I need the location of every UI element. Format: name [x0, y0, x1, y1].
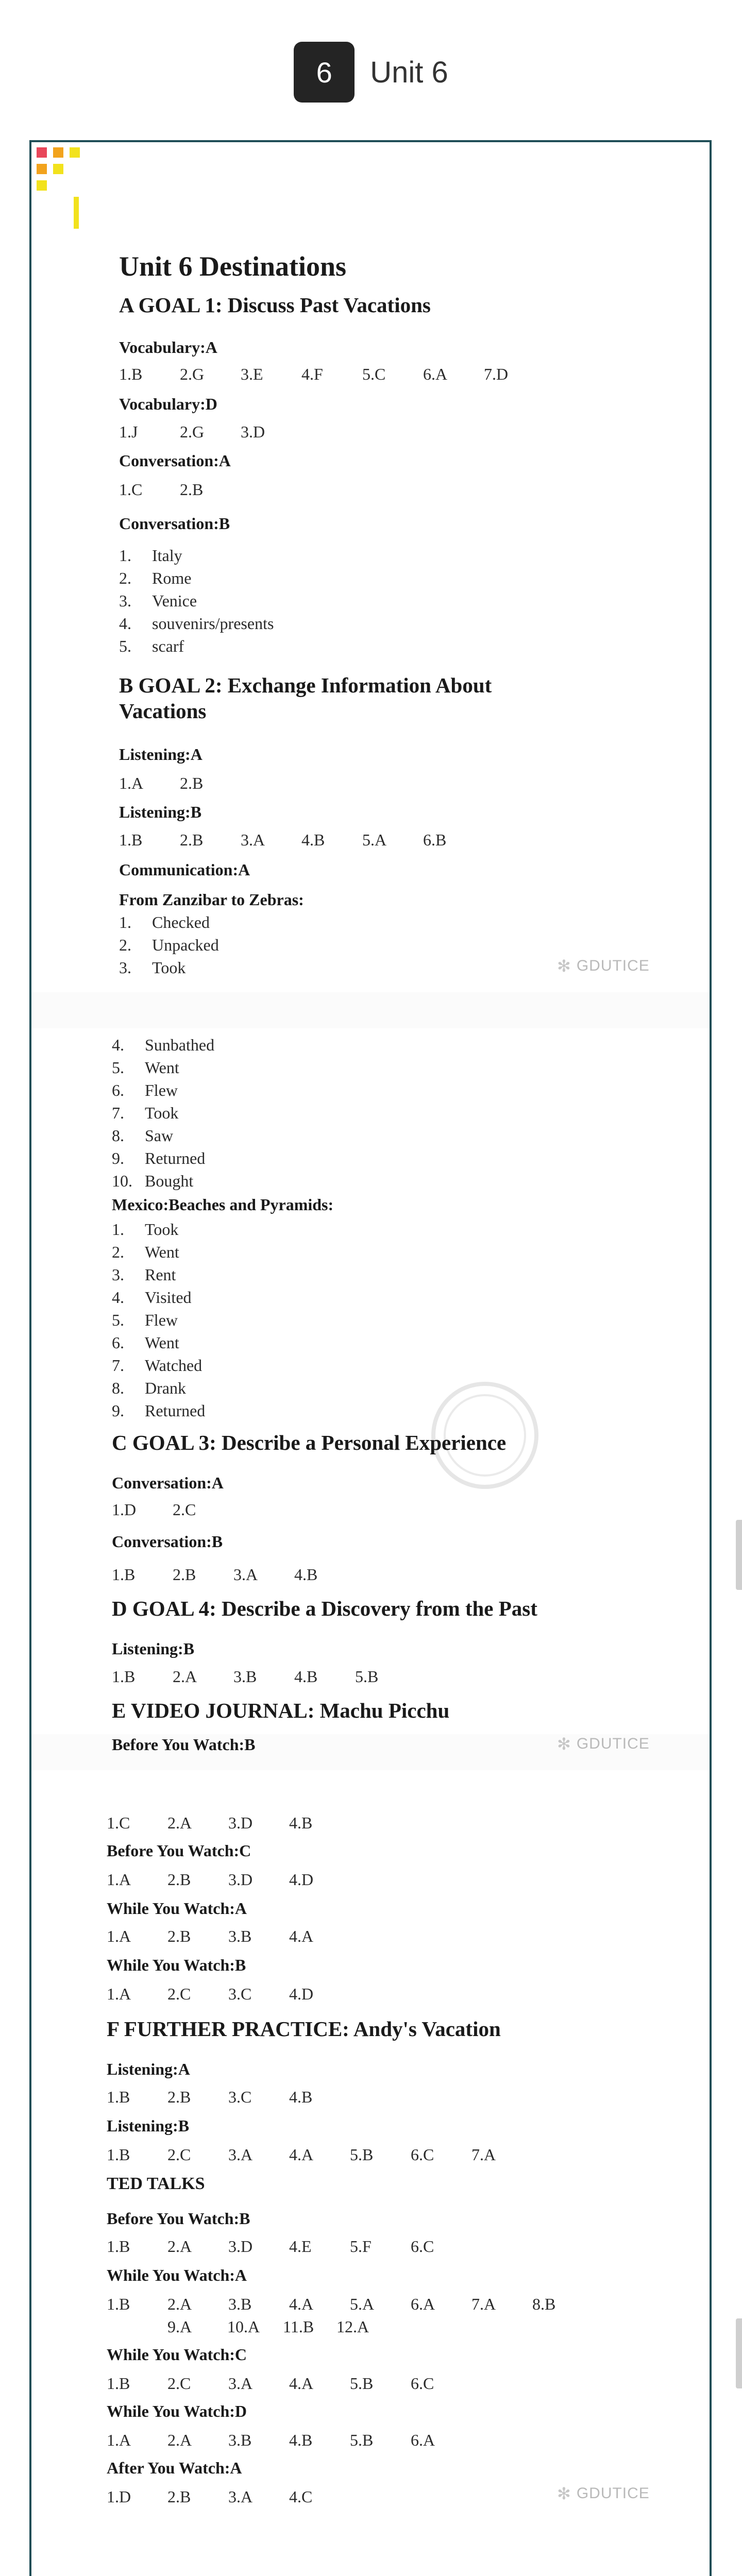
goal1-vocab-a-answers: 1.B 2.G 3.E 4.F 5.C 6.A 7.D: [119, 365, 509, 383]
watermark-logo-icon: ✻: [557, 957, 571, 975]
side-tab-handle[interactable]: [736, 2318, 742, 2388]
goal1-vocab-a-label: Vocabulary:A: [119, 338, 217, 357]
goal3-conv-a-answers: 1.D 2.C: [112, 1500, 196, 1519]
list-item: 1. Italy: [119, 546, 182, 565]
list-item: 2. Went: [112, 1243, 179, 1261]
ted-while-a-answers-line2: 9.A 10.A 11.B 12.A: [167, 2317, 369, 2336]
watermark: ✻ GDUTICE: [557, 1735, 650, 1753]
list-item: 5. scarf: [119, 637, 184, 655]
page-gap: [31, 992, 710, 1028]
video-before-c-answers: 1.A 2.B 3.D 4.D: [107, 1870, 314, 1889]
watermark-logo-icon: ✻: [557, 1735, 571, 1753]
ted-while-c-label: While You Watch:C: [107, 2345, 247, 2364]
video-before-c-label: Before You Watch:C: [107, 1841, 251, 1860]
list-item: 10. Bought: [112, 1172, 194, 1190]
document-title: Unit 6 Destinations: [119, 251, 347, 282]
list-item: 9. Returned: [112, 1401, 206, 1420]
further-heading: F FURTHER PRACTICE: Andy's Vacation: [107, 2017, 501, 2041]
video-before-b-answers: 1.C 2.A 3.D 4.B: [107, 1814, 313, 1832]
list-item: 5. Went: [112, 1058, 179, 1077]
ted-while-d-answers: 1.A 2.A 3.B 4.B 5.B 6.A: [107, 2431, 435, 2449]
list-item: 3. Took: [119, 958, 186, 977]
video-while-b-answers: 1.A 2.C 3.C 4.D: [107, 1985, 314, 2003]
video-before-b-label: Before You Watch:B: [112, 1735, 256, 1754]
goal3-conv-b-answers: 1.B 2.B 3.A 4.B: [112, 1565, 318, 1584]
video-while-b-label: While You Watch:B: [107, 1956, 246, 1974]
list-item: 5. Flew: [112, 1311, 178, 1329]
answer-sheet-image: [29, 140, 712, 2576]
ted-after-a-answers: 1.D 2.B 3.A 4.C: [107, 2487, 313, 2506]
goal1-conv-a-label: Conversation:A: [119, 451, 231, 470]
ted-before-b-label: Before You Watch:B: [107, 2209, 250, 2228]
goal4-heading: D GOAL 4: Describe a Discovery from the Past: [112, 1597, 537, 1620]
list-item: 1. Checked: [119, 913, 210, 931]
goal2-listen-b-label: Listening:B: [119, 803, 202, 821]
video-while-a-label: While You Watch:A: [107, 1899, 247, 1918]
video-heading: E VIDEO JOURNAL: Machu Picchu: [112, 1699, 450, 1722]
ted-while-a-answers: 1.B 2.A 3.B 4.A 5.A 6.A 7.A 8.B: [107, 2295, 556, 2313]
goal1-heading: A GOAL 1: Discuss Past Vacations: [119, 293, 431, 317]
goal2-comm-a-label: Communication:A: [119, 860, 250, 879]
corner-mosaic-blue-icon: [653, 2568, 704, 2576]
goal3-conv-a-label: Conversation:A: [112, 1473, 224, 1492]
goal4-listen-b-answers: 1.B 2.A 3.B 4.B 5.B: [112, 1667, 379, 1686]
further-listen-a-label: Listening:A: [107, 2060, 190, 2078]
watermark: ✻ GDUTICE: [557, 957, 650, 975]
goal2-heading: B GOAL 2: Exchange Information About: [119, 673, 492, 697]
ted-after-a-label: After You Watch:A: [107, 2459, 242, 2477]
goal1-conv-b-label: Conversation:B: [119, 514, 230, 533]
watermark-logo-icon: ✻: [557, 2484, 571, 2503]
corner-mosaic-icon: [37, 147, 88, 199]
watermark: ✻ GDUTICE: [557, 2484, 650, 2503]
goal2-heading-line2: Vacations: [119, 699, 207, 723]
list-item: 6. Flew: [112, 1081, 178, 1099]
further-listen-b-label: Listening:B: [107, 2116, 190, 2135]
goal1-vocab-d-label: Vocabulary:D: [119, 395, 217, 413]
corner-accent-bar: [74, 197, 79, 229]
list-item: 4. souvenirs/presents: [119, 614, 274, 633]
list-item: 1. Took: [112, 1220, 179, 1239]
list-item: 8. Drank: [112, 1379, 186, 1397]
list-item: 7. Took: [112, 1104, 179, 1122]
goal3-conv-b-label: Conversation:B: [112, 1532, 223, 1551]
list-item: 6. Went: [112, 1333, 179, 1352]
ted-while-d-label: While You Watch:D: [107, 2402, 247, 2420]
list-item: 4. Visited: [112, 1288, 192, 1307]
ted-heading: TED TALKS: [107, 2174, 205, 2193]
list-item: 3. Venice: [119, 591, 197, 610]
unit-header: [0, 41, 742, 103]
goal2-listen-a-answers: 1.A 2.B: [119, 774, 204, 792]
further-listen-a-answers: 1.B 2.B 3.C 4.B: [107, 2088, 313, 2106]
ted-while-c-answers: 1.B 2.C 3.A 4.A 5.B 6.C: [107, 2374, 434, 2393]
list-item: 7. Watched: [112, 1356, 203, 1375]
goal1-vocab-d-answers: 1.J 2.G 3.D: [119, 422, 265, 441]
list-item: 4. Sunbathed: [112, 1036, 215, 1054]
side-tab-handle[interactable]: [736, 1520, 742, 1590]
zanzibar-label: From Zanzibar to Zebras:: [119, 890, 304, 909]
unit-title-label: Unit 6: [370, 55, 448, 89]
goal2-listen-a-label: Listening:A: [119, 745, 203, 764]
list-item: 3. Rent: [112, 1265, 176, 1284]
list-item: 2. Unpacked: [119, 936, 219, 954]
list-item: 9. Returned: [112, 1149, 206, 1167]
goal4-listen-b-label: Listening:B: [112, 1639, 195, 1658]
goal1-conv-a-answers: 1.C 2.B: [119, 480, 204, 499]
ted-before-b-answers: 1.B 2.A 3.D 4.E 5.F 6.C: [107, 2237, 434, 2256]
further-listen-b-answers: 1.B 2.C 3.A 4.A 5.B 6.C 7.A: [107, 2145, 496, 2164]
video-while-a-answers: 1.A 2.B 3.B 4.A: [107, 1927, 314, 1945]
unit-number-badge: 6: [294, 42, 355, 103]
list-item: 8. Saw: [112, 1126, 174, 1145]
goal2-listen-b-answers: 1.B 2.B 3.A 4.B 5.A 6.B: [119, 831, 447, 849]
mexico-label: Mexico:Beaches and Pyramids:: [112, 1195, 334, 1214]
goal3-heading: C GOAL 3: Describe a Personal Experience: [112, 1431, 507, 1454]
ted-while-a-label: While You Watch:A: [107, 2266, 247, 2284]
list-item: 2. Rome: [119, 569, 192, 587]
